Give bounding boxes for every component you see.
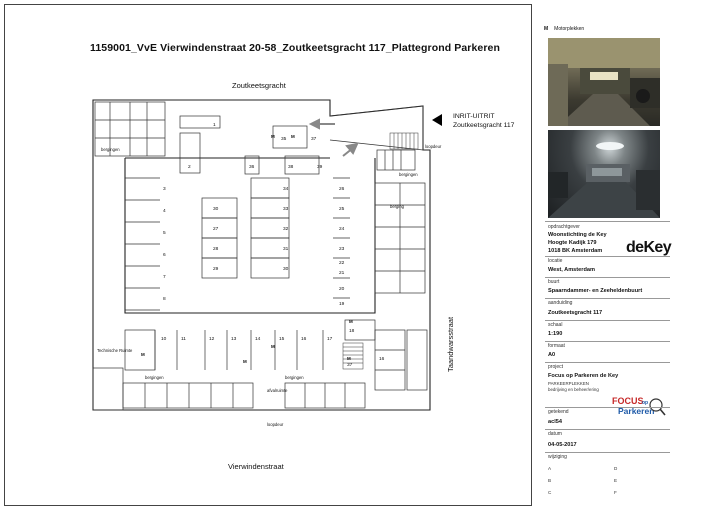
- space-26: 26: [339, 187, 345, 192]
- label-opdrachtgever: opdrachtgever: [548, 224, 580, 230]
- street-label-bottom: Vierwindenstraat: [228, 462, 284, 471]
- motor-mark-7: M: [141, 352, 145, 357]
- locatie-value: West, Amsterdam: [548, 267, 595, 273]
- space-20: 20: [339, 287, 345, 292]
- space-6: 6: [163, 253, 166, 258]
- legend-symbol: M: [544, 26, 549, 32]
- space-31: 31: [283, 247, 289, 252]
- focus-logo-op: op: [642, 400, 649, 406]
- focus-op-parkeren-logo: [610, 393, 668, 419]
- frame-left: [4, 4, 5, 506]
- label-datum: datum: [548, 431, 562, 437]
- space-16: 16: [301, 337, 307, 342]
- getekend-value: acl54: [548, 419, 562, 425]
- space-12: 12: [209, 337, 215, 342]
- revision-b: B: [548, 478, 552, 483]
- buurt-value: Spaarndammer- en Zeeheldenbuurt: [548, 288, 643, 294]
- motor-mark-6: M: [349, 319, 353, 324]
- space-24: 24: [339, 227, 345, 232]
- label-berging-r: berging: [390, 204, 404, 209]
- space-c29: 29: [213, 267, 219, 272]
- space-14: 14: [255, 337, 261, 342]
- label-aanduiding: aanduiding: [548, 300, 573, 306]
- label-afvalruimte: afvalruimte: [267, 388, 288, 393]
- entrance-ramp: [330, 106, 423, 150]
- tb-divider-5: [545, 320, 670, 321]
- client-line1: Woonstichting de Key: [548, 232, 607, 238]
- space-23: 23: [339, 247, 345, 252]
- entrance-line1: INRIT-UITRIT: [453, 113, 495, 120]
- tb-divider-2: [545, 256, 670, 257]
- space-19: 19: [339, 302, 345, 307]
- revision-f: F: [614, 490, 617, 495]
- tb-divider-3: [545, 277, 670, 278]
- entrance-line2: Zoutkeetsgracht 117: [453, 122, 515, 129]
- label-bergingen-r: bergingen: [399, 172, 418, 177]
- label-formaat: formaat: [548, 343, 565, 349]
- motor-mark-5: M: [347, 356, 351, 361]
- label-wijziging: wijziging: [548, 454, 567, 460]
- space-25: 25: [339, 207, 345, 212]
- left-column-spaces: [125, 178, 160, 310]
- frame-right: [531, 4, 532, 506]
- space-21: 21: [339, 271, 345, 276]
- formaat-value: A0: [548, 352, 556, 358]
- space-c28: 28: [213, 247, 219, 252]
- space-2: 2: [188, 165, 191, 170]
- space-37: 37: [311, 137, 317, 142]
- staircase-bottom: [343, 343, 363, 369]
- frame-top: [4, 4, 532, 5]
- aanduiding-value: Zoutkeetsgracht 117: [548, 310, 603, 316]
- space-10: 10: [161, 337, 167, 342]
- bottom-row-spaces: [93, 320, 427, 410]
- space-15: 15: [279, 337, 285, 342]
- motor-mark-4: M: [271, 344, 275, 349]
- tb-divider-10: [545, 452, 670, 453]
- legend: [544, 26, 584, 32]
- space-5: 5: [163, 231, 166, 236]
- focus-logo-top: FOCUS: [612, 396, 644, 406]
- tb-divider-6: [545, 341, 670, 342]
- space-39: 39: [317, 165, 323, 170]
- garage-photo-entrance: [548, 38, 660, 126]
- label-loopdeur-top: loopdeur: [425, 144, 442, 149]
- space-8: 8: [163, 297, 166, 302]
- tb-divider-4: [545, 298, 670, 299]
- space-17: 17: [327, 337, 333, 342]
- space-7: 7: [163, 275, 166, 280]
- datum-value: 04-05-2017: [548, 442, 577, 448]
- project-line2: PARKEERPLEKKEN: [548, 381, 589, 386]
- space-35: 35: [281, 137, 287, 142]
- outer-wall: [93, 100, 430, 410]
- garage-photo-interior: [548, 130, 660, 218]
- label-technische-ruimte: Technische Ruimte: [97, 348, 133, 353]
- tb-divider-1: [545, 221, 670, 222]
- street-label-top: Zoutkeetsgracht: [232, 81, 286, 90]
- tb-divider-8: [545, 407, 670, 408]
- floor-plan: [85, 98, 442, 427]
- revision-d: D: [614, 466, 618, 471]
- space-c30: 30: [213, 207, 219, 212]
- entrance-label: [453, 112, 514, 130]
- space-numbers: [161, 122, 385, 368]
- street-label-right: Taandwarsstraat: [446, 316, 455, 372]
- space-33: 33: [283, 207, 289, 212]
- space-38: 38: [288, 165, 294, 170]
- tb-divider-7: [545, 362, 670, 363]
- label-loopdeur-bottom: loopdeur: [267, 422, 284, 427]
- focus-logo-bottom: Parkeren: [618, 406, 655, 416]
- space-11: 11: [181, 337, 186, 342]
- space-3: 3: [163, 187, 166, 192]
- revision-c: C: [548, 490, 552, 495]
- right-column-spaces: [333, 178, 350, 298]
- space-37b: 37: [347, 363, 353, 368]
- client-line2: Hoogte Kadijk 179: [548, 240, 597, 246]
- project-line1: Focus op Parkeren de Key: [548, 373, 619, 379]
- revision-a: A: [548, 466, 552, 471]
- legend-label: Motorplekken: [554, 26, 585, 32]
- label-bergingen-b2: bergingen: [285, 375, 304, 380]
- frame-bottom: [4, 505, 532, 506]
- space-13: 13: [231, 337, 237, 342]
- project-line3: bedrijving en beheer/ering: [548, 387, 599, 392]
- label-buurt: buurt: [548, 279, 560, 285]
- box-36: [273, 126, 307, 148]
- tb-divider-9: [545, 429, 670, 430]
- motor-mark-3: M: [243, 359, 247, 364]
- label-getekend: getekend: [548, 409, 569, 415]
- space-30: 30: [283, 267, 289, 272]
- space-c27: 27: [213, 227, 219, 232]
- space-16b: 16: [379, 357, 385, 362]
- motor-mark-2: M: [291, 134, 295, 139]
- space-4: 4: [163, 209, 166, 214]
- schaal-value: 1:190: [548, 331, 563, 337]
- motor-mark-1: M: [271, 134, 275, 139]
- space-1: 1: [213, 123, 216, 128]
- label-project: project: [548, 364, 564, 370]
- page-title: 1159001_VvE Vierwindenstraat 20-58_Zoutkeetsgracht 117_Plattegrond Parkeren: [89, 42, 500, 54]
- label-locatie: locatie: [548, 258, 563, 264]
- space-36: 36: [249, 165, 255, 170]
- label-bergingen-b: bergingen: [145, 375, 164, 380]
- label-bergingen-tl: bergingen: [101, 147, 120, 152]
- label-schaal: schaal: [548, 322, 563, 328]
- revision-e: E: [614, 478, 618, 483]
- dekey-logo: deKey: [626, 239, 672, 256]
- space-34: 34: [283, 187, 289, 192]
- space-22: 22: [339, 261, 345, 266]
- client-line3: 1018 BK Amsterdam: [548, 248, 603, 254]
- space-18: 18: [349, 329, 355, 334]
- space-32: 32: [283, 227, 289, 232]
